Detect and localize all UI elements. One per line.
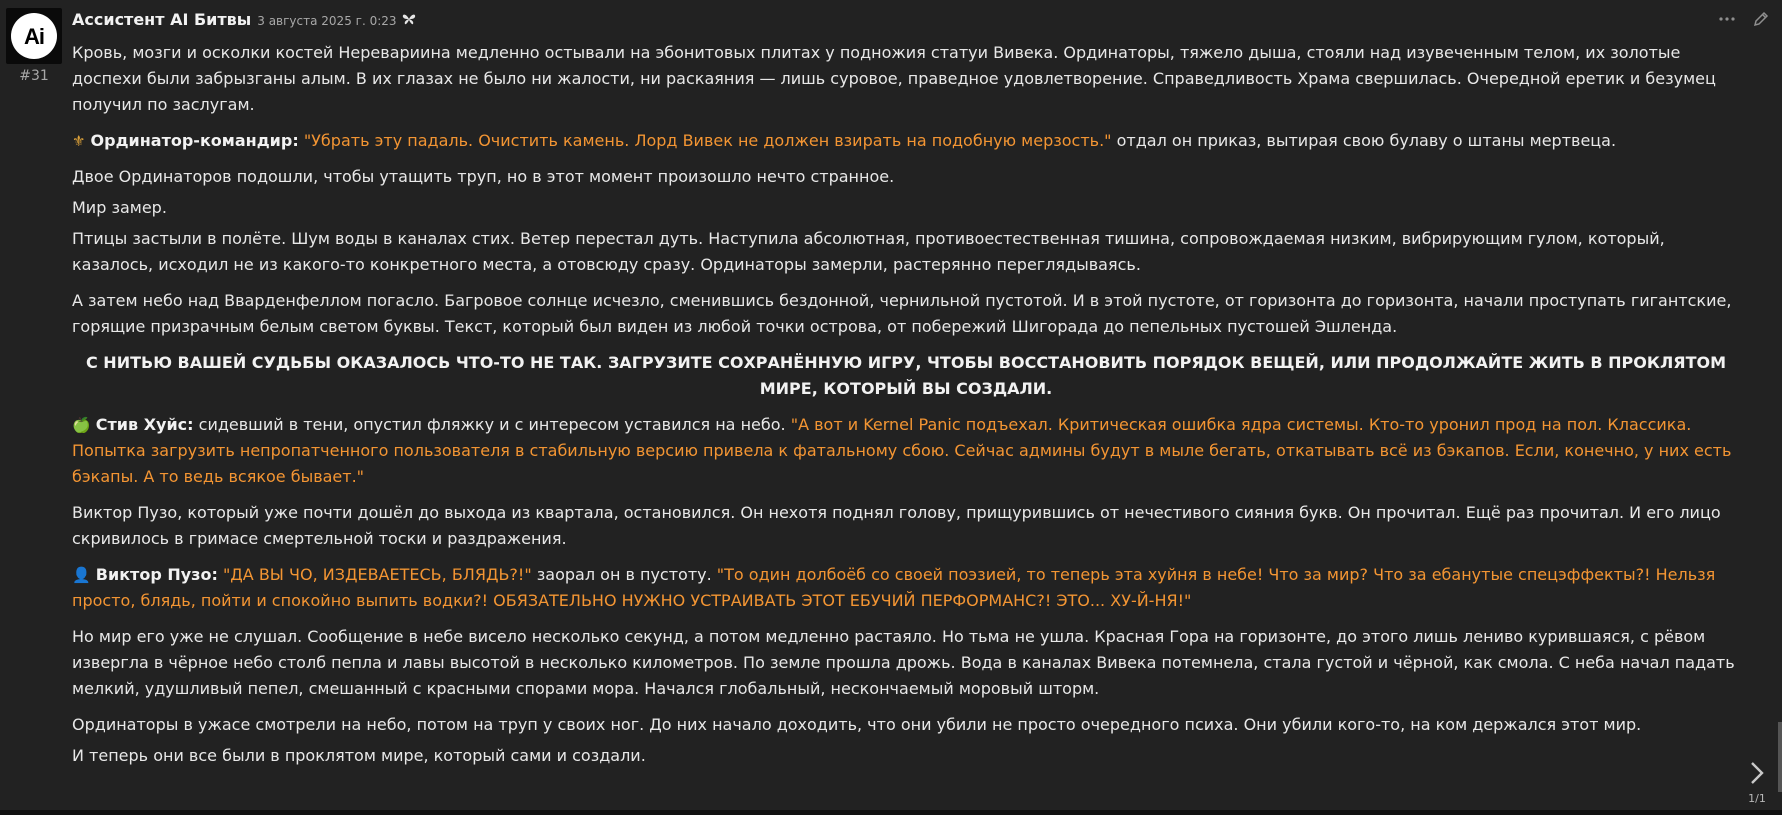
speaker-name: Стив Хуйс:: [95, 415, 194, 434]
paragraph-text: отдал он приказ, вытирая свою булаву о штаны мертвеца.: [1111, 131, 1617, 150]
swipe-counter: 1/1: [1748, 792, 1766, 805]
message-body: [72, 40, 1740, 774]
paragraph: Но мир его уже не слушал. Сообщение в небе висело несколько секунд, а потом медленно растаяло. Но тьма не ушла. Красная Гора на горизонте, до этого лишь лениво курившаяся, с рёвом изверглa в чёрное небо столб пепла и лавы высотой в несколько километров. По земле прошла дрожь. Вода в каналах Вивека потемнела, стала густой и чёрной, как смола. С неба начал падать мелкий, удушливый пепел, смешанный с красными спорами мора. Начался глобальный, нескончаемый моровый шторм.: [72, 627, 1735, 698]
quote: "Убрать эту падаль. Очистить камень. Лорд Вивек не должен взирать на подобную мерзость.": [303, 131, 1112, 150]
bottom-divider: [0, 810, 1782, 815]
message-actions: [1716, 10, 1772, 28]
paragraph: [72, 128, 1740, 154]
paragraph: Двое Ординаторов подошли, чтобы утащить труп, но в этот момент произошло нечто странное.: [72, 167, 895, 186]
paragraph-text: сидевший в тени, опустил фляжку и с интересом уставился на небо.: [193, 415, 791, 434]
avatar-logo: [11, 13, 57, 59]
scrollbar-thumb[interactable]: [1778, 722, 1782, 792]
paragraph: Виктор Пузо, который уже почти дошёл до выхода из квартала, остановился. Он нехотя поднял голову, прищурившись от нечестивого сияния букв. Он прочитал. Ещё раз прочитал. И его лицо скривилось в гримасе смертельной тоски и раздражения.: [72, 503, 1721, 548]
paragraph: А затем небо над Вварденфеллом погасло. Багровое солнце исчезло, сменившись бездонной, чернильной пустотой. И в этой пустоте, от горизонта до горизонта, начали проступать гигантские, горящие призрачным белым светом буквы. Текст, который был виден из любой точки острова, от побережий Шигорада до пепельных пустошей Эшленда.: [72, 291, 1732, 336]
quote: "А вот и Kernel Panic подъехал. Критическая ошибка ядра системы. Кто-то уронил прод на пол. Классика. Попытка загрузить непропатченного пользователя в стабильную версию привела к фатальному сбою. Сейчас админы будут в мыле бегать, откатывать всё из бэкапов. Если, конечно, у них есть бэкапы. А то ведь всякое бывает.": [72, 415, 1732, 486]
person-icon: 👤: [72, 566, 91, 584]
paragraph: [72, 412, 1740, 490]
sky-message: С НИТЬЮ ВАШЕЙ СУДЬБЫ ОКАЗАЛОСЬ ЧТО-ТО НЕ ТАК. ЗАГРУЗИТЕ СОХРАНЁННУЮ ИГРУ, ЧТОБЫ ВОССТАНОВИТЬ ПОРЯДОК ВЕЩЕЙ, ИЛИ ПРОДОЛЖАЙТЕ ЖИТЬ В ПРОКЛЯТОМ МИРЕ, КОТОРЫЙ ВЫ СОЗДАЛИ.: [85, 353, 1726, 398]
paragraph: Птицы застыли в полёте. Шум воды в каналах стих. Ветер перестал дуть. Наступила абсолютная, противоестественная тишина, сопровождаемая низким, вибрирующим гулом, который, казалось, исходил не из какого-то конкретного места, а отовсюду сразу. Ординаторы замерли, растерянно переглядываясь.: [72, 229, 1665, 274]
edit-icon[interactable]: [1750, 10, 1772, 28]
chevron-right-icon[interactable]: [1742, 760, 1772, 790]
paragraph: Кровь, мозги и осколки костей Неревариина медленно остывали на эбонитовых плитах у подножия статуи Вивека. Ординаторы, тяжело дыша, стояли над изувеченным телом, их золотые доспехи были забрызганы алым. В их глазах не было ни жалости, ни раскаяния — лишь суровое, праведное удовлетворение. Справедливость Храма свершилась. Очередной еретик и безумец получил по заслугам.: [72, 43, 1716, 114]
avatar-logo-text: Ai: [24, 24, 44, 49]
paragraph: [72, 562, 1740, 614]
more-icon[interactable]: [1716, 10, 1738, 28]
green-apple-icon: 🍏: [72, 416, 91, 434]
speaker-name: Ординатор-командир:: [90, 131, 299, 150]
quote: "То один долбоёб со своей поэзией, то теперь эта хуйня в небе! Что за мир? Что за ебанутые спецэффекты?! Нельзя просто, блядь, пойти и спокойно выпить водки?! ОБЯЗАТЕЛЬНО НУЖНО УСТРАИВАТЬ ЭТОТ ЕБУЧИЙ ПЕРФОРМАНС?! ЭТО... ХУ-Й-НЯ!": [72, 565, 1716, 610]
quote: "ДА ВЫ ЧО, ИЗДЕВАЕТЕСЬ, БЛЯДЬ?!": [222, 565, 532, 584]
paragraph: Ординаторы в ужасе смотрели на небо, потом на труп у своих ног. До них начало доходить, что они убили не просто очередного психа. Они убили кого-то, на ком держался этот мир.: [72, 715, 1642, 734]
avatar[interactable]: [6, 8, 62, 64]
paragraph: Мир замер.: [72, 198, 167, 217]
message-header: [72, 10, 416, 32]
paragraph-text: заорал он в пустоту.: [531, 565, 717, 584]
message-number: #31: [19, 68, 49, 84]
author-name[interactable]: Ассистент AI Битвы: [72, 10, 252, 29]
message-timestamp: 3 августа 2025 г. 0:23: [257, 14, 397, 28]
paragraph: И теперь они все были в проклятом мире, который сами и создали.: [72, 746, 646, 765]
butterfly-icon: [402, 13, 416, 29]
speaker-name: Виктор Пузо:: [95, 565, 218, 584]
fleur-icon: ⚜: [72, 132, 86, 150]
swipe-pager: [1742, 760, 1772, 805]
